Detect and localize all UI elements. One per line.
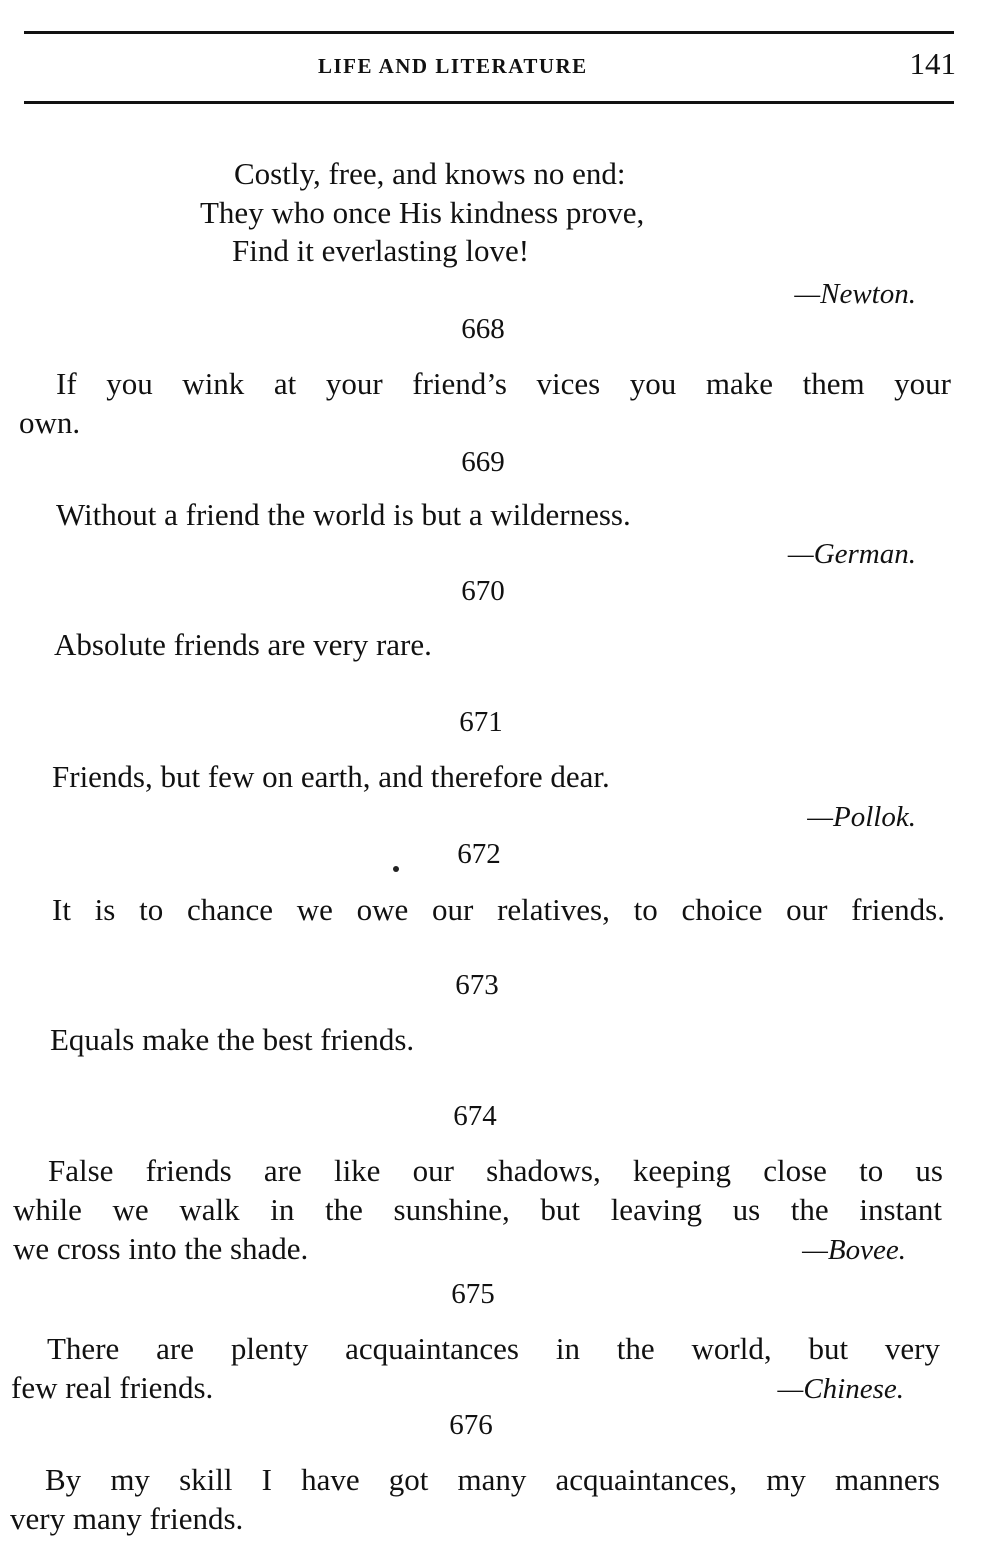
attribution: —Pollok. xyxy=(807,801,916,833)
entry-text-line: while we walk in the sunshine, but leaving us the instant xyxy=(13,1192,942,1227)
entry-text-line: It is to chance we owe our relatives, to choice our friends. xyxy=(52,892,945,927)
poem-line: Find it everlasting love! xyxy=(232,233,530,268)
entry-text-line: Friends, but few on earth, and therefore dear. xyxy=(52,759,610,794)
attribution: —Newton. xyxy=(794,278,916,310)
entry-number: 675 xyxy=(451,1278,495,1310)
entry-number: 674 xyxy=(453,1100,497,1132)
entry-number: 672 xyxy=(457,838,501,870)
poem-line: Costly, free, and knows no end: xyxy=(234,156,626,191)
poem-line: They who once His kindness prove, xyxy=(200,195,645,230)
header-rule-bottom xyxy=(24,101,954,104)
entry-text-line: own. xyxy=(19,405,81,440)
attribution: —Chinese. xyxy=(777,1373,904,1405)
entry-text-line: few real friends. xyxy=(11,1370,214,1405)
entry-number: 676 xyxy=(449,1409,493,1441)
entry-text-line: Without a friend the world is but a wilderness. xyxy=(56,497,631,532)
entry-text-line: we cross into the shade. xyxy=(13,1231,309,1266)
running-title: LIFE AND LITERATURE xyxy=(318,54,588,78)
attribution: —German. xyxy=(787,538,916,570)
ink-speck xyxy=(393,866,399,872)
entry-text-line: Equals make the best friends. xyxy=(50,1022,415,1057)
entry-text-line: By my skill I have got many acquaintances, my manners xyxy=(45,1462,940,1497)
entry-number: 673 xyxy=(455,969,499,1001)
entry-text-line: If you wink at your friend’s vices you make them your xyxy=(56,366,951,401)
entry-text-line: There are plenty acquaintances in the world, but very xyxy=(47,1331,940,1366)
page-number: 141 xyxy=(909,46,956,81)
entry-number: 671 xyxy=(459,706,503,738)
header-rule-top xyxy=(24,31,954,34)
entry-number: 670 xyxy=(461,575,505,607)
entry-text-line: False friends are like our shadows, keeping close to us xyxy=(48,1153,943,1188)
entry-text-line: very many friends. xyxy=(10,1501,244,1536)
attribution: —Bovee. xyxy=(802,1234,906,1266)
entry-text-line: Absolute friends are very rare. xyxy=(54,627,432,662)
entry-number: 669 xyxy=(461,446,505,478)
entry-number: 668 xyxy=(461,313,505,345)
